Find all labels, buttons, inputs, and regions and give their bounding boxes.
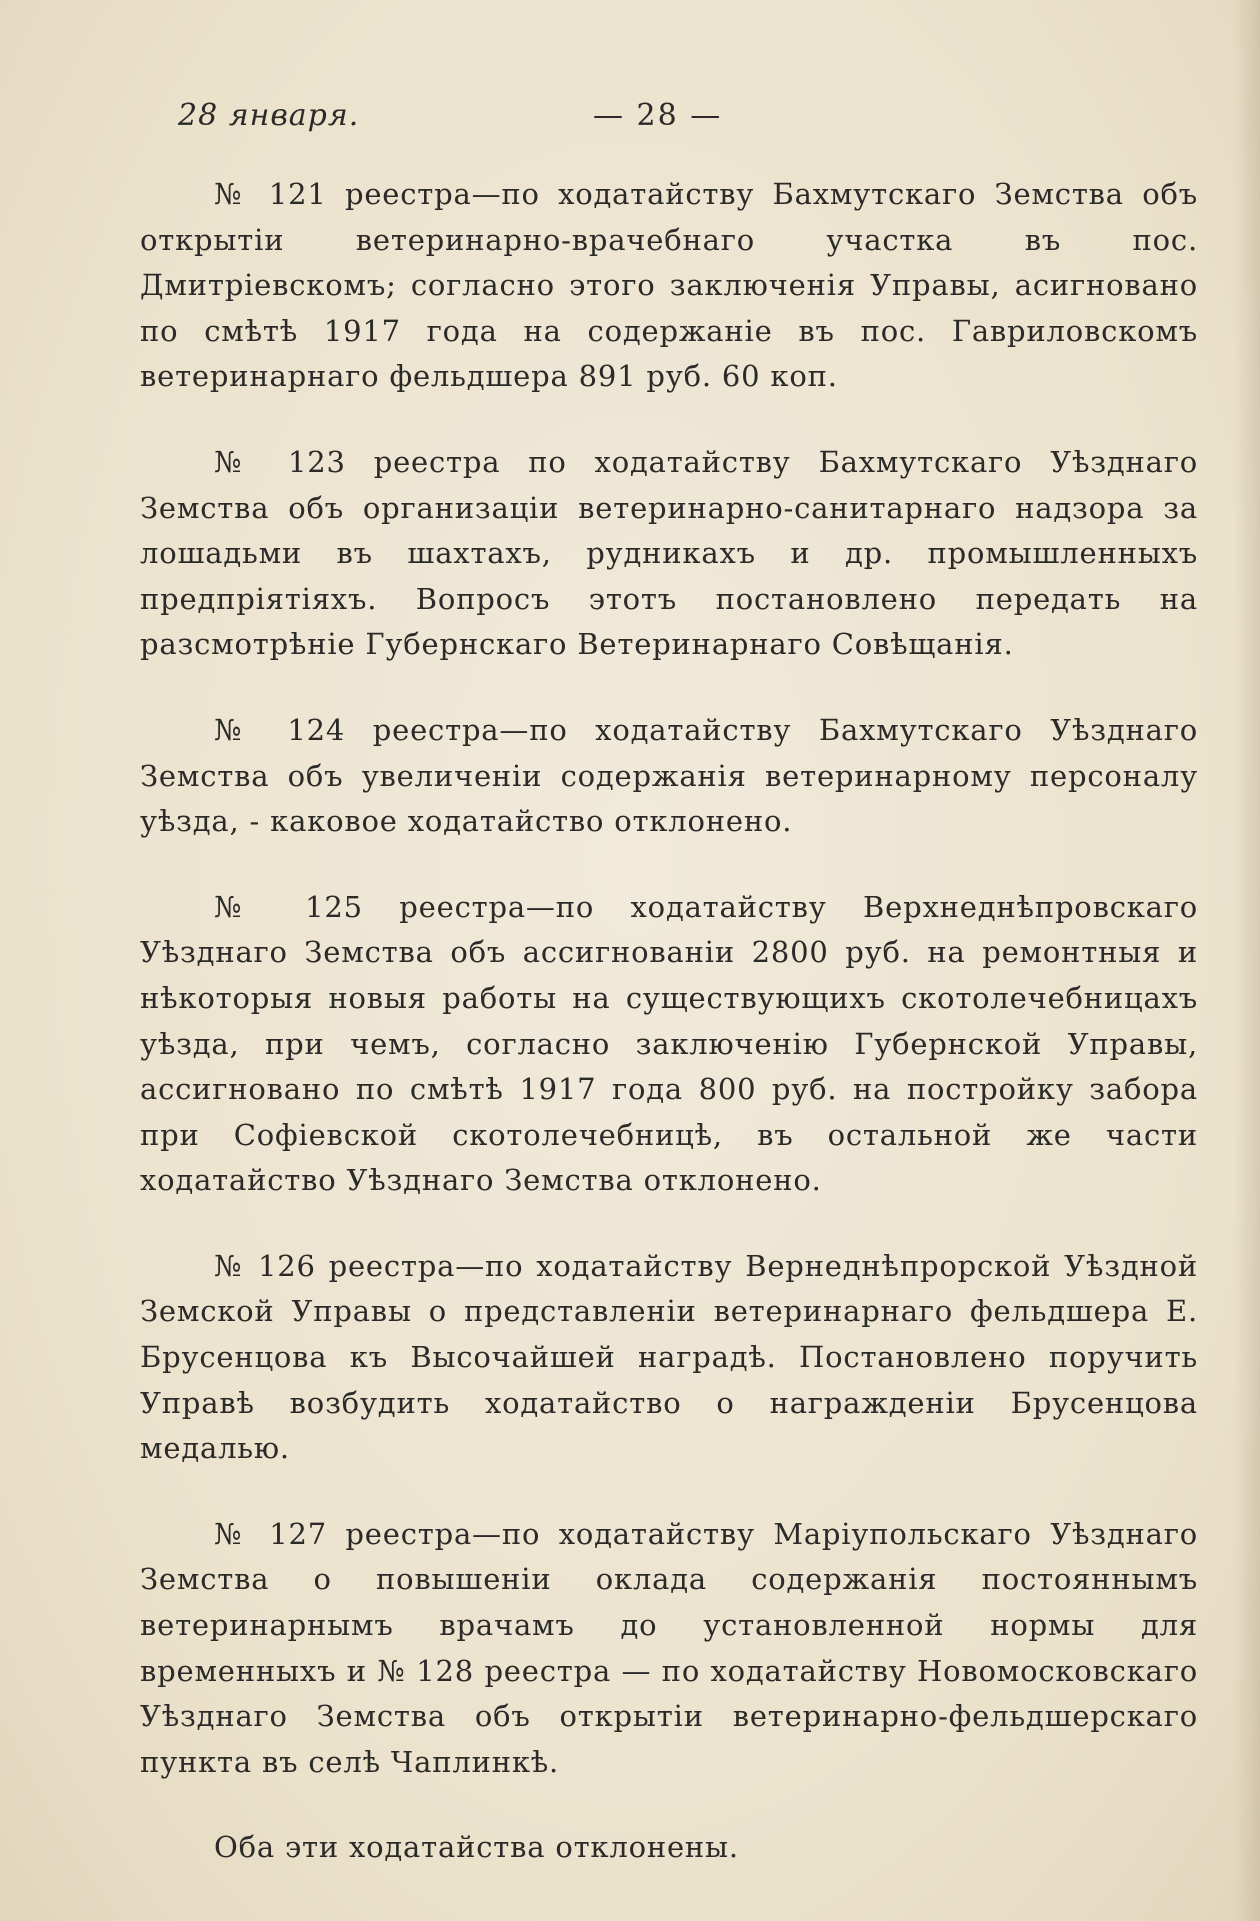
page-body bbox=[140, 172, 1198, 1911]
paragraph-123: № 123 реестра по ходатайству Бахмутскаго Уѣзднаго Земства объ организаціи ветеринарно-санитарнаго надзора за лошадьми въ шахтахъ, рудникахъ и др. промышленныхъ предпріятіяхъ. Вопросъ этотъ постановлено передать на разсмотрѣніе Губернскаго Ветеринарнаго Совѣщанія. bbox=[140, 444, 1198, 662]
paragraph-127-128: № 127 реестра—по ходатайству Маріупольскаго Уѣзднаго Земства о повышеніи оклада содержанія постояннымъ ветеринарнымъ врачамъ до установленной нормы для временныхъ и № 128 реестра — по ходатайству Новомосковскаго Уѣзднаго Земства объ открытіи ветеринарно-фельдшерскаго пункта въ селѣ Чаплинкѣ. bbox=[140, 1516, 1198, 1779]
page-number: — 28 — bbox=[593, 98, 723, 133]
header-date: 28 января. bbox=[178, 98, 360, 133]
paragraph-121: № 121 реестра—по ходатайству Бахмутскаго Земства объ открытіи ветеринарно-врачебнаго участка въ пос. Дмитріевскомъ; согласно этого заключенія Управы, асигновано по смѣтѣ 1917 года на содержаніе въ пос. Гавриловскомъ ветеринарнаго фельдшера 891 руб. 60 коп. bbox=[140, 177, 1198, 394]
paragraph-126: № 126 реестра—по ходатайству Вернеднѣпрорской Уѣздной Земской Управы о представленіи ветеринарнаго фельдшера Е. Брусенцова къ Высочайшей наградѣ. Постановлено поручить Управѣ возбудить ходатайство о награжденіи Брусенцова медалью. bbox=[140, 1248, 1198, 1466]
running-header bbox=[178, 98, 778, 142]
paragraph-125: № 125 реестра—по ходатайству Верхнеднѣпровскаго Уѣзднаго Земства объ ассигнованіи 2800 руб. на ремонтныя и нѣкоторыя новыя работы на существующихъ скотолечебницахъ уѣзда, при чемъ, согласно заключенію Губернской Управы, ассигновано по смѣтѣ 1917 года 800 руб. на постройку забора при Софіевской скотолечебницѣ, въ остальной же части ходатайство Уѣзднаго Земства отклонено. bbox=[140, 889, 1198, 1198]
page-edge-shadow bbox=[1234, 0, 1260, 1921]
paragraph-conclusion: Оба эти ходатайства отклонены. bbox=[214, 1830, 739, 1865]
paragraph-124: № 124 реестра—по ходатайству Бахмутскаго Уѣзднаго Земства объ увеличеніи содержанія ветеринарному персоналу уѣзда, - каковое ходатайство отклонено. bbox=[140, 712, 1198, 839]
